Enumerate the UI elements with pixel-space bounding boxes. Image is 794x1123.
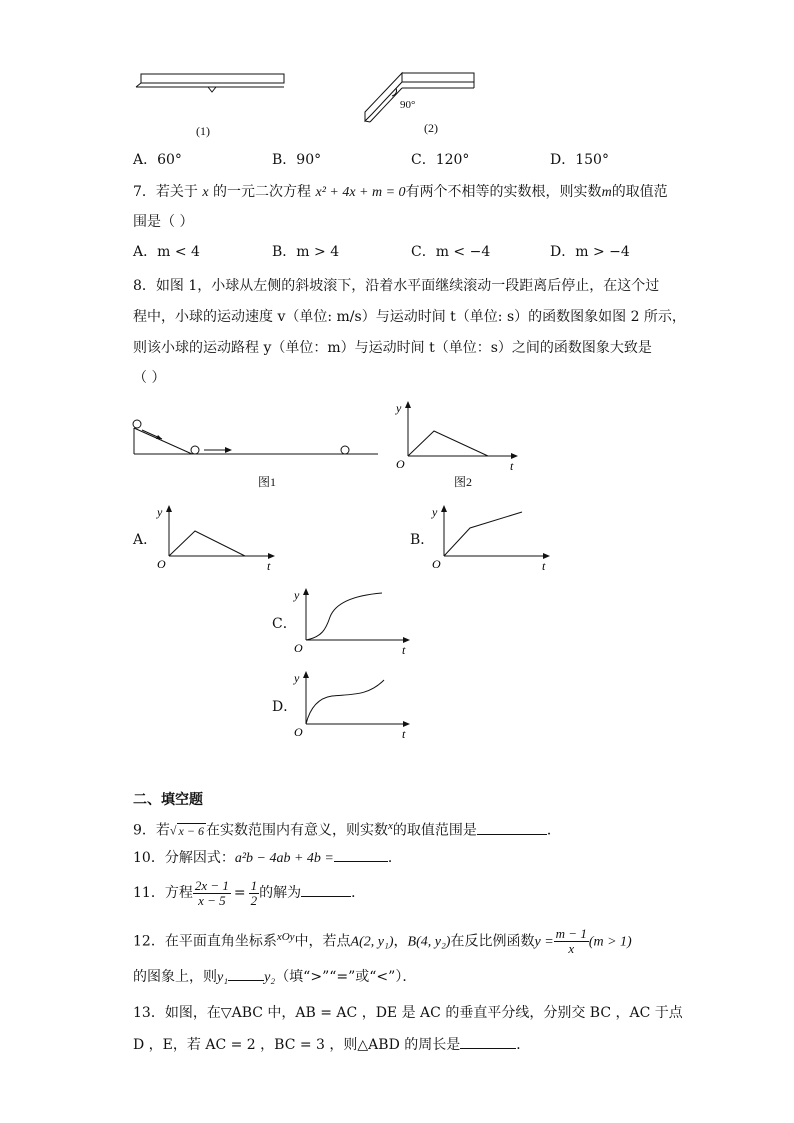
q12-fraction: $\frac{m - 1}{x}$ bbox=[555, 926, 587, 957]
q12-answer-blank[interactable] bbox=[228, 966, 264, 981]
q8-figure-2-graph bbox=[392, 398, 522, 473]
option-d-y-label: y bbox=[294, 671, 300, 685]
q6-option-a: A．60° bbox=[133, 152, 182, 168]
q8-stem-line2: 程中，小球的运动速度 v（单位: m/s）与运动时间 t（单位: s）的函数图象如图 2 所示， bbox=[133, 309, 686, 325]
q7-equation: x² + 4x + m = 0 bbox=[315, 185, 406, 200]
q8-option-c-label: C． bbox=[272, 616, 297, 632]
q6-option-d: D．150° bbox=[550, 152, 609, 168]
ball-middle bbox=[191, 446, 199, 454]
q9-radicand: x − 6 bbox=[178, 823, 204, 838]
section-fill-in-title: 二、填空题 bbox=[133, 792, 203, 808]
q12-point-a: A(2, y₁) bbox=[350, 934, 394, 950]
q11-fraction-right: $\frac{1}{2}$ bbox=[250, 877, 258, 908]
straight-board bbox=[141, 74, 284, 83]
q8-option-b-graph bbox=[430, 502, 560, 577]
q8-option-d-label: D． bbox=[272, 699, 298, 715]
q12-stem-line1: 12．在平面直角坐标系$^{xOy}$中，若点A(2, y₁)，B(4, y₂)在反比例函数y = $\frac{m - 1}{x}$ (m > 1) bbox=[133, 926, 632, 957]
q13-stem-line1: 13．如图，在▽ABC 中，AB = AC ，DE 是 AC 的垂直平分线，分别交 BC ，AC 于点 bbox=[133, 1005, 683, 1021]
q6-option-b: B．90° bbox=[272, 152, 322, 168]
ball-top bbox=[133, 420, 141, 428]
q11-stem: 11．方程 $\frac{2x - 1}{x - 5}$ = $\frac{1}{2}$ 的解为 ． bbox=[133, 877, 366, 908]
option-d-t-label: t bbox=[402, 727, 406, 741]
option-a-t-label: t bbox=[267, 559, 271, 573]
q7-option-d: D．m > −4 bbox=[550, 244, 630, 260]
q6-caption-1: (1) bbox=[196, 124, 210, 138]
q12-stem-line2: 的图象上，则y₁ y₂（填“>”“=”或“<”）． bbox=[133, 966, 416, 988]
option-a-y-label: y bbox=[157, 505, 163, 519]
q12-point-b: B(4, y₂) bbox=[407, 934, 451, 950]
q7-option-b: B．m > 4 bbox=[272, 244, 340, 260]
q13-answer-blank[interactable] bbox=[460, 1034, 516, 1049]
option-a-origin: O bbox=[157, 557, 166, 571]
v-t-curve bbox=[408, 431, 488, 456]
q8-stem-line3: 则该小球的运动路程 y（单位：m）与运动时间 t（单位：s）之间的函数图象大致是 bbox=[133, 340, 652, 356]
q10-stem: 10．分解因式：a²b − 4ab + 4b = ． bbox=[133, 847, 402, 869]
q11-fraction-left: $\frac{2x - 1}{x - 5}$ bbox=[194, 877, 229, 908]
q13-stem-line2: D ，E，若 AC = 2 ，BC = 3 ，则△ABD 的周长是 ． bbox=[133, 1034, 530, 1055]
bent-board-slope bbox=[365, 73, 402, 121]
q6-caption-2: (2) bbox=[424, 121, 438, 135]
q6-figure-1 bbox=[130, 68, 290, 138]
option-c-curve bbox=[306, 593, 382, 640]
q7-option-c: C．m < −4 bbox=[411, 244, 491, 260]
q6-option-c: C．120° bbox=[411, 152, 470, 168]
fig2-t-label: t bbox=[510, 459, 514, 473]
option-b-curve bbox=[444, 512, 522, 556]
option-b-origin: O bbox=[432, 557, 441, 571]
q8-figure-1-caption: 图1 bbox=[258, 475, 277, 489]
option-b-y-label: y bbox=[432, 505, 438, 519]
option-c-t-label: t bbox=[402, 643, 406, 657]
q9-answer-blank[interactable] bbox=[477, 820, 547, 835]
q8-figure-1-slope bbox=[128, 412, 383, 462]
option-c-y-label: y bbox=[294, 588, 300, 602]
q10-answer-blank[interactable] bbox=[334, 847, 388, 862]
q8-option-a-graph bbox=[155, 502, 280, 577]
fig2-origin-label: O bbox=[396, 457, 405, 471]
q8-option-d-graph bbox=[292, 668, 417, 743]
angle-label: 90° bbox=[400, 99, 416, 111]
q7-option-a: A．m < 4 bbox=[133, 244, 200, 260]
option-c-origin: O bbox=[294, 641, 303, 655]
q10-expression: a²b − 4ab + 4b = bbox=[234, 851, 334, 866]
option-a-curve bbox=[169, 531, 245, 556]
q7-stem-line2: 围是（ ） bbox=[133, 214, 194, 230]
q8-figure-2-caption: 图2 bbox=[454, 475, 473, 489]
q11-answer-blank[interactable] bbox=[301, 882, 351, 897]
q8-option-b-label: B． bbox=[410, 532, 435, 548]
q8-stem-line4: （ ） bbox=[133, 370, 166, 386]
q8-option-a-label: A． bbox=[133, 532, 158, 548]
q7-stem-line1: 7．若关于 x 的一元二次方程 x² + 4x + m = 0有两个不相等的实数根，则实数m的取值范 bbox=[133, 184, 668, 200]
bent-board-top bbox=[402, 73, 474, 82]
option-b-t-label: t bbox=[542, 559, 546, 573]
option-d-origin: O bbox=[294, 725, 303, 739]
q9-stem: 9．若√ x − 6 在实数范围内有意义，则实数$^x$的取值范围是 ． bbox=[133, 820, 561, 839]
q6-figure-2 bbox=[360, 66, 480, 132]
q8-option-c-graph bbox=[292, 585, 417, 660]
q8-stem-line1: 8．如图 1，小球从左侧的斜坡滚下，沿着水平面继续滚动一段距离后停止，在这个过 bbox=[133, 278, 660, 294]
option-d-curve bbox=[306, 680, 384, 724]
fig2-y-label: y bbox=[396, 401, 402, 415]
ball-end bbox=[341, 446, 349, 454]
